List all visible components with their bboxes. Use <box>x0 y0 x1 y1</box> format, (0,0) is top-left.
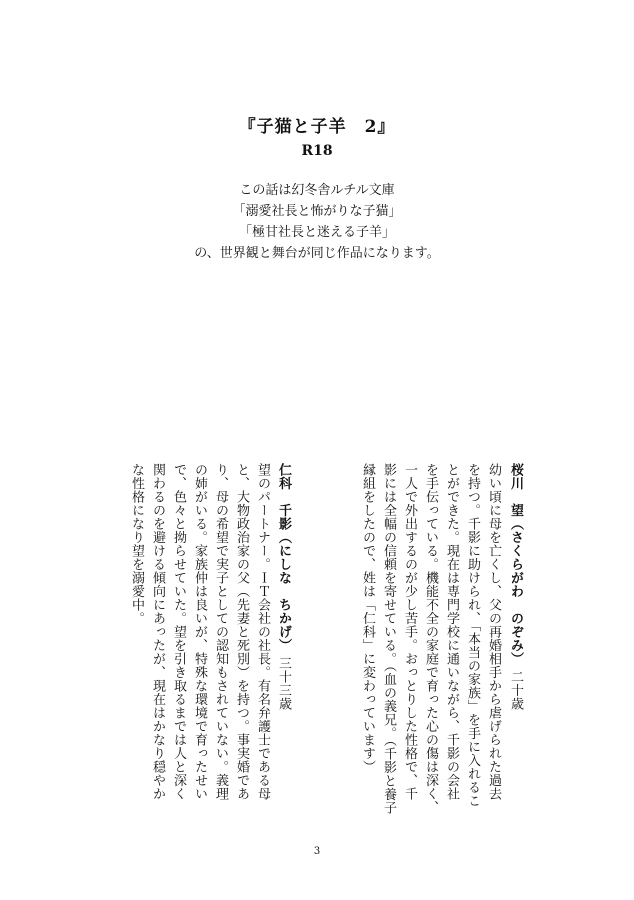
page-number: 3 <box>313 846 321 857</box>
character-chikage-line: 望のパートナー。ＩＴ会社の社長。有名弁護士である母 <box>255 463 270 801</box>
character-nozomi-line: 影には全幅の信頼を寄せている。（血の義兄。（千影と養子 <box>381 463 396 815</box>
character-chikage-heading <box>274 463 293 711</box>
character-chikage-line: で、色々と拗らせていた。望を引き取るまでは人と深く <box>171 463 186 801</box>
character-nozomi-line: 縁組をしたので、姓は「仁科」に変わっています） <box>360 463 375 774</box>
intro-line: 「溺愛社長と怖がりな子猫」 <box>232 204 402 219</box>
rating-label: R18 <box>301 143 333 159</box>
character-chikage-line: の姉がいる。家族仲は良いが、特殊な環境で育ったせい <box>192 463 207 801</box>
intro-line: の、世界観と舞台が同じ作品になります。 <box>194 246 440 261</box>
character-age: 三十三歳 <box>276 656 291 711</box>
character-nozomi-line: を持つ。千影に助けられ、「本当の家族」を手に入れるこ <box>465 463 480 808</box>
character-chikage-line: 関わるのを避ける傾向にあったが、現在はかなり穏やか <box>150 463 165 801</box>
character-age: 二十歳 <box>508 670 523 711</box>
character-nozomi-line: を手伝っている。機能不全の家庭で育った心の傷は深く、 <box>423 463 438 814</box>
character-name: 仁科 千影（にしな ちかげ） <box>276 463 291 652</box>
character-nozomi-line: とができた。現在は専門学校に通いながら、千影の会社 <box>444 463 459 801</box>
intro-line: この話は幻冬舎ルチル文庫 <box>239 183 395 198</box>
character-name: 桜川 望（さくらがわ のぞみ） <box>508 463 523 666</box>
character-nozomi-line: 一人で外出するのが少し苦手。おっとりした性格で、千 <box>402 463 417 801</box>
character-nozomi-heading <box>506 463 525 711</box>
character-chikage-line: り、母の希望で実子としての認知もされていない。義理 <box>213 463 228 801</box>
intro-line: 「極甘社長と迷える子羊」 <box>238 225 395 240</box>
character-nozomi-line: 幼い頃に母を亡くし、父の再婚相手から虐げられた過去 <box>486 463 501 801</box>
intro-block <box>0 180 634 264</box>
character-chikage-line: な性格になり望を溺愛中。 <box>129 463 144 625</box>
story-title: 『子猫と子羊 2』 <box>238 117 396 137</box>
character-chikage-line: と、大物政治家の父（先妻と死別）を持つ。事実婚であ <box>234 463 249 801</box>
